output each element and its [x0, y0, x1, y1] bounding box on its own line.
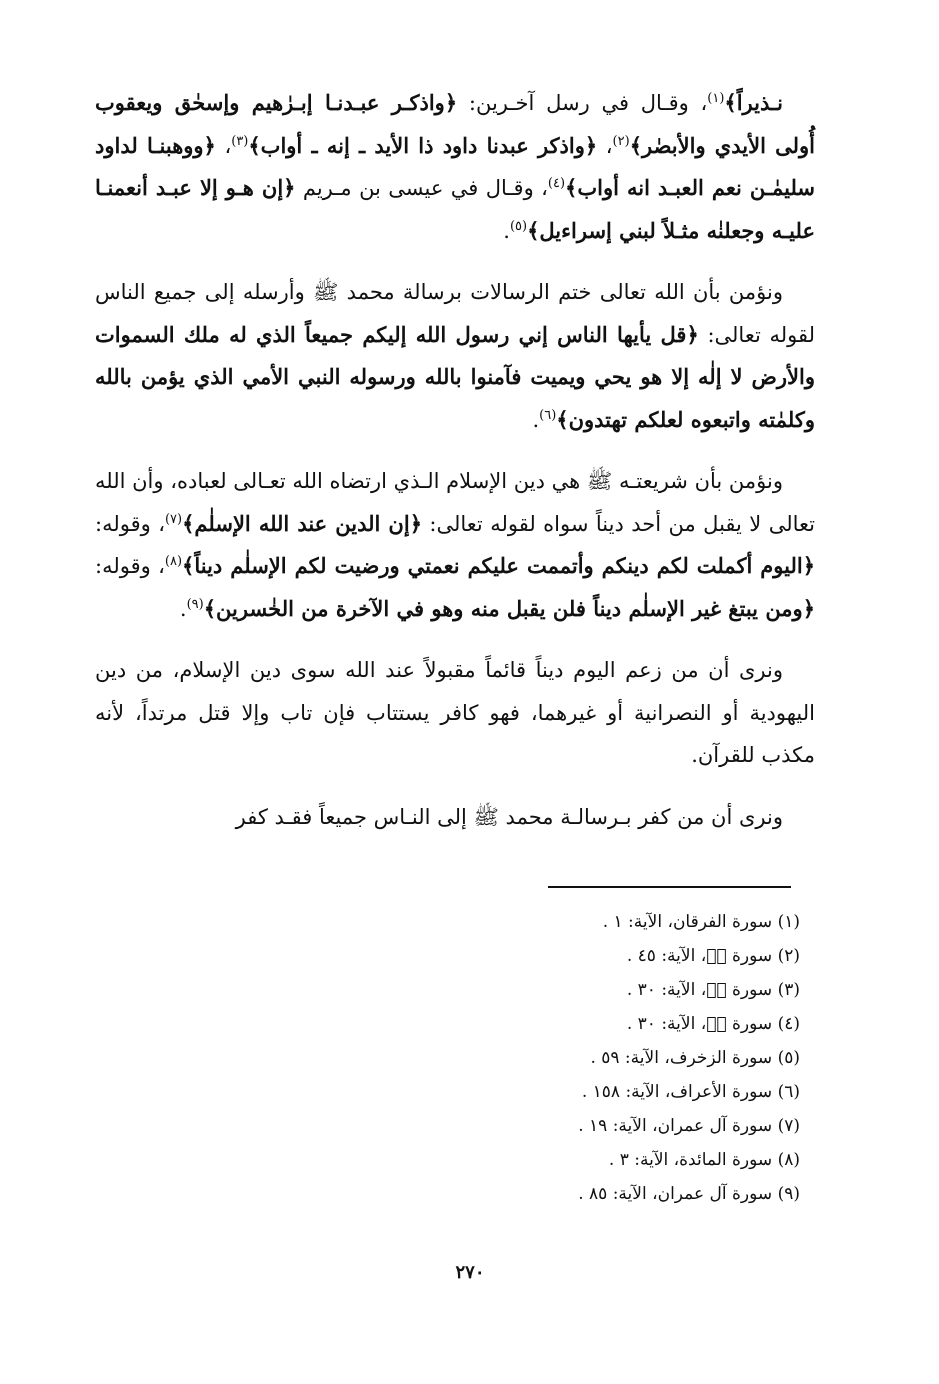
footnote-divider: [548, 886, 791, 888]
paragraph: [95, 796, 815, 839]
text-run: .: [503, 218, 510, 243]
footnote-text: سورة المائدة، الآية: ٣ .: [608, 1150, 773, 1170]
quran-quote: ﴿إن هـو إلا عبـد أنعمنـا عليـه وجعلنٰه مثـلاً لبني إسراءيل﴾: [95, 175, 815, 243]
footnote-item: [400, 1109, 800, 1143]
quran-quote: ﴿واذكـر عبـدنـا إبـرٰهيم وإسحٰق ويعقوب أُولى الأيدي والأبصٰر﴾: [95, 90, 816, 158]
footnote-number: (٤): [777, 1014, 800, 1034]
footnote-item: [400, 1075, 800, 1109]
footnote-item: [400, 905, 800, 939]
main-text: [95, 82, 815, 857]
footnote-item: [400, 939, 800, 973]
footnote-ref: (٤): [547, 176, 566, 191]
text-run: .: [532, 407, 540, 432]
text-run: .: [179, 596, 187, 621]
text-run: ، وقوله:: [95, 554, 165, 578]
quran-quote: ﴿ووهبنـا لداود سليمٰـن نعم العبـد انه أواب﴾: [95, 132, 815, 200]
quran-quote: ﴿اليوم أكملت لكم دينكم وأتممت عليكم نعمتي ورضيت لكم الإسلٰم ديناً﴾: [182, 553, 815, 578]
footnote-text: سورة صۤ، الآية: ٣٠ .: [626, 980, 773, 1000]
footnote-text: سورة الزخرف، الآية: ٥٩ .: [590, 1048, 773, 1068]
page-number: ٢٧٠: [455, 1262, 485, 1283]
text-run: ، وقوله:: [95, 511, 165, 536]
footnote-number: (٢): [777, 946, 800, 966]
paragraph: [95, 649, 815, 777]
quran-quote: ﴿واذكر عبدنا داود ذا الأيد ـ إنه ـ أواب﴾: [248, 132, 598, 158]
footnote-ref: (٩): [186, 596, 204, 612]
text-run: ،: [597, 133, 613, 158]
footnote-text: سورة الأعراف، الآية: ١٥٨ .: [581, 1082, 773, 1102]
text-run: ونؤمن بأن الله تعالى ختم الرسالات برسالة محمد ﷺ وأرسله إلى جميع الناس لقوله تعالى:: [95, 280, 815, 347]
footnote-item: [400, 1007, 800, 1041]
quran-quote: ﴿ومن يبتغ غير الإسلٰم ديناً فلن يقبل منه وهو في الآخرة من الخٰسرين﴾: [203, 595, 815, 621]
footnote-item: [400, 973, 800, 1007]
footnote-ref: (٥): [509, 218, 528, 234]
text-run: ، وقـال في عيسى بن مـريم: [295, 176, 548, 200]
footnote-item: [400, 1177, 800, 1211]
footnote-text: سورة آل عمران، الآية: ٨٥ .: [578, 1184, 773, 1204]
footnote-text: سورة الفرقان، الآية: ١ .: [602, 912, 773, 932]
footnote-ref: (٨): [164, 554, 183, 569]
text-run: ونرى أن من زعم اليوم ديناً قائماً مقبولاً عند الله سوى دين الإسلام، من دين اليهودية أو النصرانية أو غيرهما، فهو كافر يستتاب فإن تاب وإلا قتل مرتداً، لأنه مكذب للقرآن.: [95, 658, 815, 767]
text-run: ونرى أن من كفر بـرسالـة محمد ﷺ إلى النـاس جميعاً فقـد كفر: [235, 804, 783, 829]
footnote-number: (٧): [777, 1116, 800, 1136]
footnote-ref: (٣): [231, 133, 249, 149]
text-run: ونؤمن بأن شريعتـه ﷺ هي دين الإسلام الـذي ارتضاه الله تعـالى لعباده، وأن الله تعالى لا يقبل من أحد ديناً سواه لقوله تعالى:: [95, 469, 815, 536]
footnote-item: [400, 1143, 800, 1177]
footnote-ref: (٢): [612, 133, 630, 149]
paragraph: [95, 82, 815, 252]
footnote-item: [400, 1041, 800, 1075]
footnote-number: (١): [777, 912, 800, 932]
footnote-text: سورة آل عمران، الآية: ١٩ .: [578, 1116, 773, 1136]
paragraph: [95, 271, 815, 441]
footnote-number: (٩): [777, 1184, 800, 1204]
footnote-number: (٣): [777, 980, 800, 1000]
footnote-number: (٦): [777, 1082, 800, 1102]
footnote-number: (٥): [777, 1048, 800, 1068]
footnote-number: (٨): [777, 1150, 800, 1170]
footnote-ref: (٧): [164, 511, 183, 527]
footnote-ref: (٦): [539, 407, 557, 423]
paragraph: [95, 460, 815, 630]
footnote-ref: (١): [707, 91, 725, 106]
quran-quote: ﴿إن الدين عند الله الإسلٰم﴾: [182, 510, 422, 536]
text-run: ، وقـال في رسل آخـرين:: [457, 91, 708, 115]
text-run: ،: [215, 133, 232, 158]
footnote-text: سورة صۤ، الآية: ٤٥ .: [626, 946, 773, 966]
quran-quote: نـذيراً﴾: [724, 90, 783, 115]
footnotes: [400, 905, 800, 1211]
quran-quote: ﴿قل يأيها الناس إني رسول الله إليكم جميعاً الذي له ملك السموات والأرض لا إلٰه إلا هو يحي ويميت فآمنوا بالله ورسوله النبي الأمي الذي يؤمن بالله وكلمٰته واتبعوه لعلكم تهتدون﴾: [95, 321, 815, 432]
footnote-text: سورة صۤ، الآية: ٣٠ .: [626, 1014, 773, 1034]
